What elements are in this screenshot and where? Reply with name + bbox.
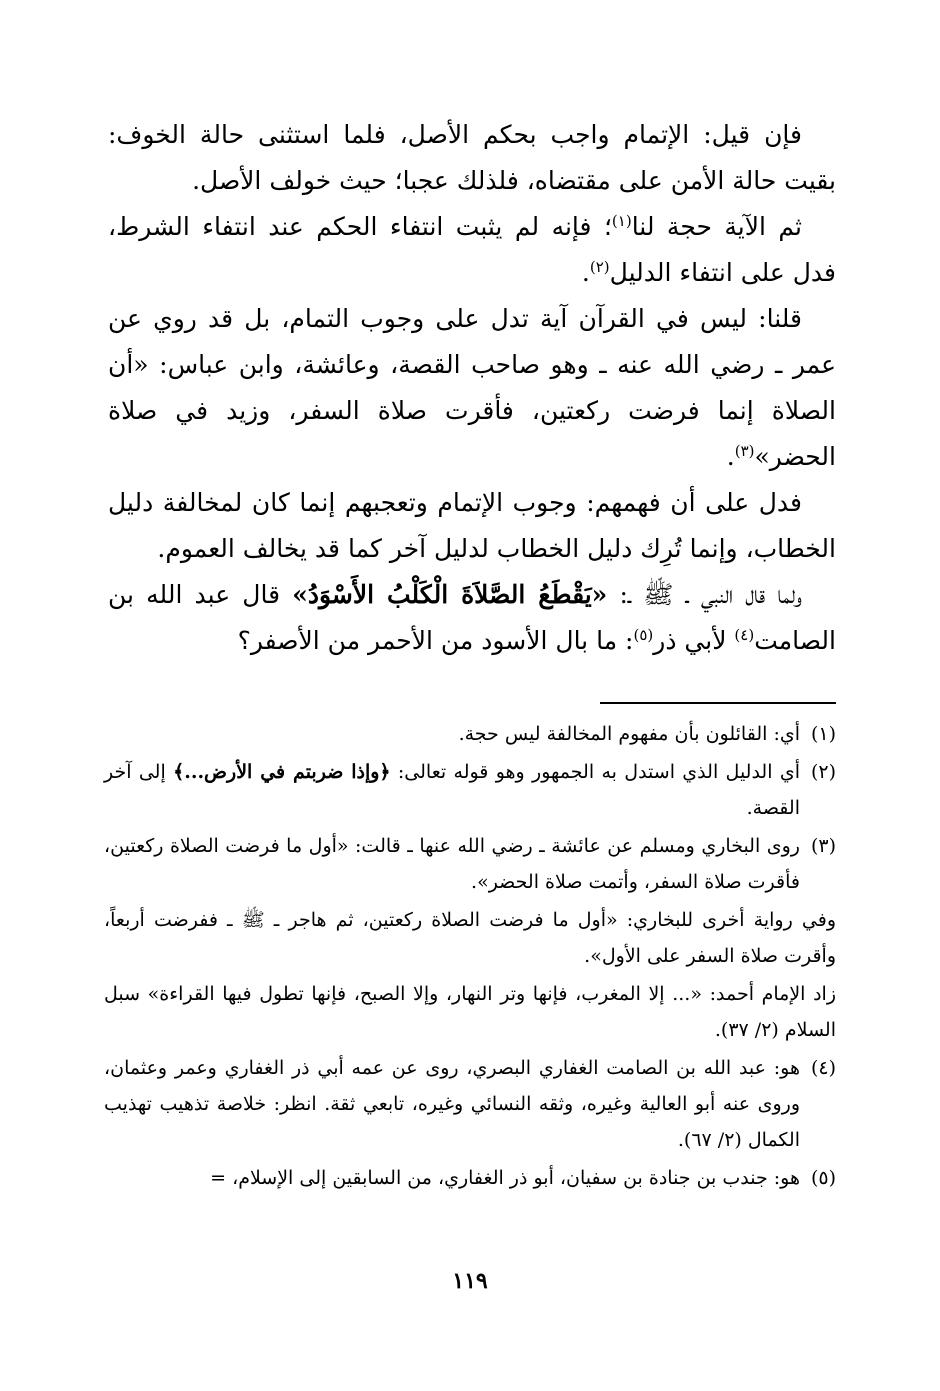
footnote-ref-5[interactable]: (٥) [633, 626, 654, 644]
paragraph-5: ولما قال النبي ـ ﷺ ـ: «يَقْطَعُ الصَّلاَةَ الْكَلْبُ الأَسْوَدُ» قال عبد الله بن الصامت$^{(٤)}$ لأبي ذر$^{(٥)}$: ما بال الأسود من الأحمر من الأصفر؟ [108, 580, 836, 655]
footnote-1: (١)أي: القائلون بأن مفهوم المخالفة ليس حجة. [104, 716, 836, 752]
footnote-5: (٥)هو: جندب بن جنادة بن سفيان، أبو ذر الغفاري، من السابقين إلى الإسلام، = [104, 1160, 836, 1196]
footnote-2: (٢)أي الدليل الذي استدل به الجمهور وهو قوله تعالى: ﴿وإذا ضربتم في الأرض...﴾ إلى آخر القصة. [104, 754, 836, 826]
footnotes [104, 716, 836, 1198]
footnote-number: (١) [810, 723, 836, 745]
footnote-ref-1[interactable]: (١) [611, 212, 632, 230]
footnote-3-continuation-1: وفي رواية أخرى للبخاري: «أول ما فرضت الصلاة ركعتين، ثم هاجر ـ ﷺ ـ ففرضت أربعاً، وأقرت صلاة السفر على الأول». [104, 909, 836, 967]
footnote-number: (٢) [810, 761, 836, 783]
paragraph-1: فإن قيل: الإتمام واجب بحكم الأصل، فلما استثنى حالة الخوف: بقيت حالة الأمن على مقتضاه، فلذلك عجبا؛ حيث خولف الأصل. [108, 120, 836, 195]
footnote-ref-4[interactable]: (٤) [734, 626, 755, 644]
footnote-4: (٤)هو: عبد الله بن الصامت الغفاري البصري، روى عن عمه أبي ذر الغفاري وعمر وعثمان، وروى عنه أبو العالية وغيره، وثقه النسائي وغيره، تابعي ثقة. انظر: خلاصة تذهيب تهذيب الكمال (٢/ ٦٧). [104, 1050, 836, 1158]
page-number: ١١٩ [452, 1268, 488, 1294]
quran-verse: ﴿وإذا ضربتم في الأرض...﴾ [173, 761, 391, 783]
footnote-number: (٣) [810, 835, 836, 857]
hadith-quote: «يَقْطَعُ الصَّلاَةَ الْكَلْبُ الأَسْوَدُ» [292, 580, 608, 609]
paragraph-2: ثم الآية حجة لنا$^{(١)}$؛ فإنه لم يثبت انتفاء الحكم عند انتفاء الشرط، فدل على انتفاء الدليل$^{(٢)}$. [108, 212, 836, 287]
footnote-ref-2[interactable]: (٢) [589, 258, 610, 276]
main-text [108, 112, 836, 664]
footnote-ref-3[interactable]: (٣) [734, 442, 755, 460]
footnote-number: (٥) [810, 1167, 836, 1189]
paragraph-3: قلنا: ليس في القرآن آية تدل على وجوب التمام، بل قد روي عن عمر ـ رضي الله عنه ـ وهو صاحب القصة، وعائشة، وابن عباس: «أن الصلاة إنما فرضت ركعتين، فأقرت صلاة السفر، وزيد في صلاة الحضر»$^{(٣)}$. [108, 304, 836, 471]
paragraph-4: فدل على أن فهمهم: وجوب الإتمام وتعجبهم إنما كان لمخالفة دليل الخطاب، وإنما تُرِك دليل الخطاب لدليل آخر كما قد يخالف العموم. [108, 488, 836, 563]
footnote-number: (٤) [810, 1057, 836, 1079]
footnote-3: (٣)روى البخاري ومسلم عن عائشة ـ رضي الله عنها ـ قالت: «أول ما فرضت الصلاة ركعتين، فأقرت صلاة السفر، وأتمت صلاة الحضر». [104, 828, 836, 900]
footnote-divider [600, 702, 836, 704]
footnote-3-continuation-2: زاد الإمام أحمد: «... إلا المغرب، فإنها وتر النهار، وإلا الصبح، فإنها تطول فيها القراءة» سبل السلام (٢/ ٣٧). [104, 983, 836, 1041]
